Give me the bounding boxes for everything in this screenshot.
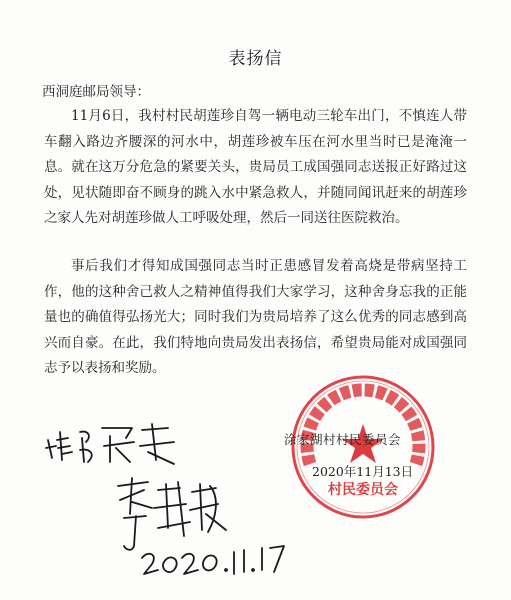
sender-name: 涂家湖村村民委员会 <box>284 432 402 447</box>
signature-name <box>118 478 226 550</box>
letter-title: 表扬信 <box>228 49 283 69</box>
letter-date: 2020年11月13日 <box>312 464 414 479</box>
handwritten-date <box>142 546 284 574</box>
paragraph-2: 事后我们才得知成国强同志当时正患感冒发着高烧是带病坚持工作，他的这种舍己救人之精神值得我们大家学习，这种舍身忘我的正能量也的确值得弘扬光大；同时我们为贵局培养了这么优秀的同志感到高兴而自豪。在此，我们特地向贵局发出表扬信，希望贵局能对成国强同志予以表扬和奖励。 <box>44 258 467 376</box>
paragraph-1: 11月6日，我村村民胡莲珍自驾一辆电动三轮车出门，不慎连人带车翻入路边齐腰深的河水中，胡莲珍被车压在河水里当时已是淹淹一息。就在这万分危急的紧要关头，贵局员工成国强同志送报正好路过这处，见状随即奋不顾身的跳入水中紧急救人，并随同闻讯赶来的胡莲珍之家人先对胡莲珍做人工呼吸处理，然后一同送往医院救治。 <box>44 108 467 226</box>
handwritten-signature <box>40 418 290 588</box>
salutation: 西洞庭邮局领导： <box>42 84 150 100</box>
handwritten-annotation <box>46 424 174 464</box>
seal-text: 村民委员会 <box>328 482 398 498</box>
